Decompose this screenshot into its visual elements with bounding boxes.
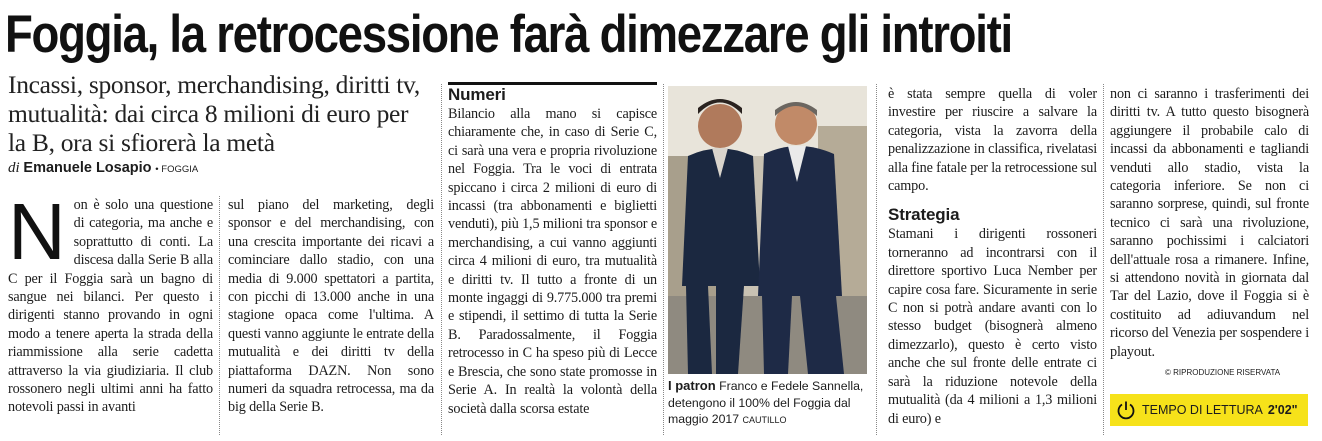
copyright-notice: © RIPRODUZIONE RISERVATA xyxy=(1165,368,1281,377)
section-title-strategia: Strategia xyxy=(888,205,960,225)
column-divider xyxy=(1103,84,1104,435)
column-divider xyxy=(876,84,877,435)
reading-time-value: 2'02" xyxy=(1267,403,1298,417)
caption-text: Franco e Fedele Sannella, detengono il 100% del Foggia dal maggio 2017 xyxy=(668,379,864,426)
article-column-3 xyxy=(448,85,657,418)
column-1-text: on è solo una questione di categoria, ma anche e soprattutto di conti. La discesa dalla Serie B alla C per il Foggia sarà un bagno di sangue nei bilanci. Per questo i dirigenti stanno provando in ogni modo a tenere aperta la strada della riammissione alla serie cadetta attraverso la via giudiziaria. Il club rossonero negli ultimi anni ha fatto notevoli passi in avanti xyxy=(8,197,213,416)
column-divider xyxy=(219,196,220,435)
byline-place: • FOGGIA xyxy=(155,164,199,175)
column-3-text: Bilancio alla mano si capisce chiaramente che, in caso di Serie C, ci sarà una vera e propria rivoluzione nel Foggia. Tra le voci di entrata spiccano i circa 2 milioni di euro di incassi (tra abbonamenti e biglietti venduti), più 1,5 milioni tra sponsor e merchandising, a cui vanno aggiunti circa 4 milioni di euro, tra mutualità e diritti tv. Il tutto a fronte di un monte ingaggi di 9.775.000 tra premi e stipendi, il settimo di tutta la Serie B. Paradossalmente, il Foggia retrocesso in C ha speso più di Lecce e Brescia, che sono state promosse in Serie A. In realtà la volontà della società dalla scorsa estate xyxy=(448,106,657,417)
photo-caption xyxy=(668,378,868,429)
timer-icon xyxy=(1116,400,1136,420)
photo-credit: CAUTILLO xyxy=(742,415,787,425)
byline-prefix: di xyxy=(8,160,20,176)
column-4-text: Stamani i dirigenti rossoneri torneranno ad incontrarsi con il direttore sportivo Luca Nember per capire cosa fare. Sicuramente in serie C non si potrà andare avanti con lo stesso budget (bisognerà almeno dimezzarlo), questo è certo visto anche che sul fronte delle entrate ci sarà la riduzione notevole della mutualità (da 4 milioni a 1,3 milioni di euro) e xyxy=(888,226,1097,427)
article-column-4 xyxy=(888,85,1097,428)
column-5-text: non ci saranno i trasferimenti dei diritti tv. A tutto questo bisognerà aggiungere il probabile calo di incassi da abbonamenti e tagliandi venduti allo stadio, vista la categoria inferiore. Se non ci saranno sorprese, quindi, sul fronte tecnico ci sarà una rivoluzione, saranno pochissimi i calciatori dell'attuale rosa a rimanere. Infine, si attendono novità in giornata dal Tar del Lazio, dove il Foggia si è costituito ad adiuvandum nel ricorso del Venezia per sospendere i playout. xyxy=(1110,86,1309,360)
subheadline: Incassi, sponsor, merchandising, diritti tv, mutualità: dai circa 8 milioni di euro per la B, ora si sfiorerà la metà xyxy=(8,70,420,157)
section-title-numeri: Numeri xyxy=(448,85,506,104)
headline: Foggia, la retrocessione farà dimezzare gli introiti xyxy=(5,5,1012,64)
column-divider xyxy=(663,84,664,435)
article-column-5 xyxy=(1110,85,1309,361)
reading-time-box xyxy=(1110,394,1308,426)
column-divider xyxy=(441,84,442,435)
article-column-2 xyxy=(228,196,434,417)
patron-photo xyxy=(668,86,867,374)
column-4-text-top: è stata sempre quella di voler investire per riuscire a salvare la categoria, vista la zavorra della penalizzazione in classifica, rivelatasi alla fine fatale per la retrocessione sul campo. xyxy=(888,86,1097,195)
byline xyxy=(8,160,198,177)
reading-time-label: TEMPO DI LETTURA xyxy=(1142,403,1263,417)
drop-cap: N xyxy=(8,187,66,276)
byline-author: Emanuele Losapio xyxy=(23,160,152,176)
article-column-1 xyxy=(8,187,213,417)
caption-lead: I patron xyxy=(668,378,716,393)
column-2-text: sul piano del marketing, degli sponsor e del merchandising, con una crescita importante dei ricavi a cominciare dallo stadio, con una media di 9.000 spettatori a partita, con picchi di 13.000 anche in una stagione opaca come l'ultima. A questi vanno aggiunte le entrate della mutualità e dei diritti tv della piattaforma DAZN. Non sono numeri da squadra retrocessa, ma da big della Serie B. xyxy=(228,197,434,416)
